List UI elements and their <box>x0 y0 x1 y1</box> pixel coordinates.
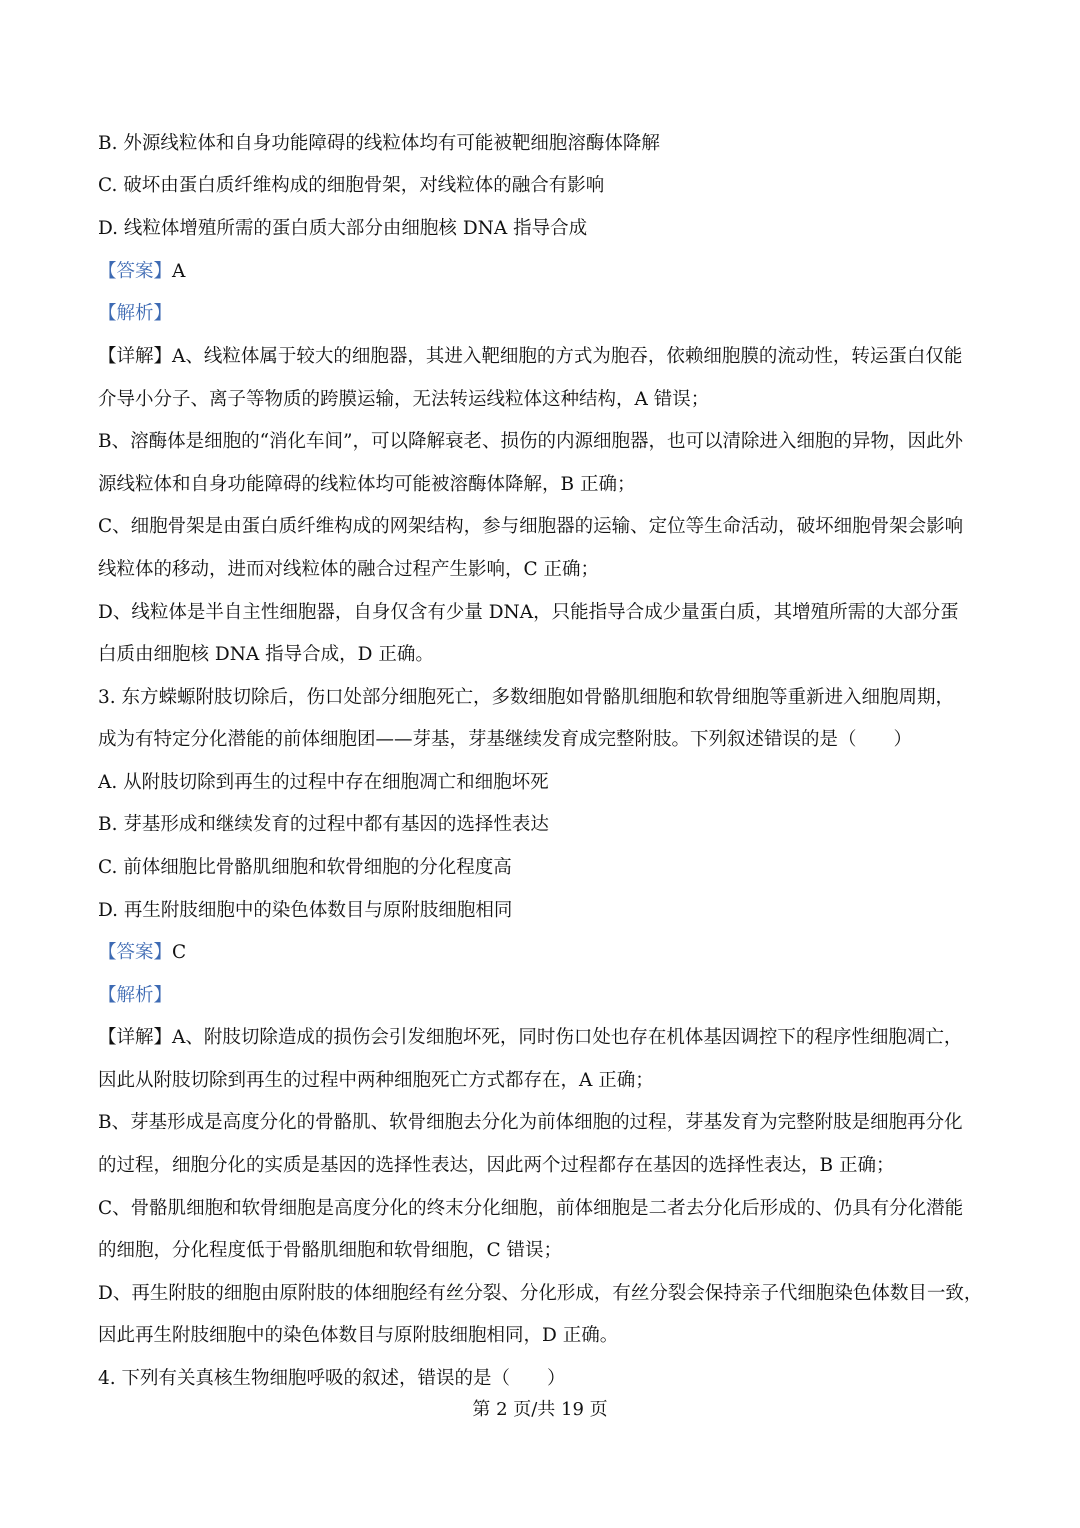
question-3-stem: 3. 东方蝾螈附肢切除后，伤口处部分细胞死亡，多数细胞如骨骼肌细胞和软骨细胞等重新进入细胞周期， <box>98 687 955 708</box>
option-d-q2: D. 线粒体增殖所需的蛋白质大部分由细胞核 DNA 指导合成 <box>98 218 588 239</box>
question-3-stem: 成为有特定分化潜能的前体细胞团——芽基，芽基继续发育成完整附肢。下列叙述错误的是（ ） <box>98 729 913 750</box>
answer-q3 <box>98 940 998 966</box>
detail-line: 因此从附肢切除到再生的过程中两种细胞死亡方式都存在，A 正确； <box>98 1070 654 1091</box>
detail-line: C、细胞骨架是由蛋白质纤维构成的网架结构，参与细胞器的运输、定位等生命活动，破坏细胞骨架会影响 <box>98 516 964 537</box>
answer-tag: 【答案】 <box>98 261 173 282</box>
question-4-stem: 4. 下列有关真核生物细胞呼吸的叙述，错误的是（ ） <box>98 1368 566 1389</box>
detail-line: 的细胞，分化程度低于骨骼肌细胞和软骨细胞，C 错误； <box>98 1240 563 1261</box>
detail-line: 【详解】A、线粒体属于较大的细胞器，其进入靶细胞的方式为胞吞，依赖细胞膜的流动性，转运蛋白仅能 <box>98 346 963 367</box>
detail-line: D、再生附肢的细胞由原附肢的体细胞经有丝分裂、分化形成，有丝分裂会保持亲子代细胞染色体数目一致， <box>98 1283 983 1304</box>
detail-line: 线粒体的移动，进而对线粒体的融合过程产生影响，C 正确； <box>98 559 600 580</box>
detail-line: 的过程，细胞分化的实质是基因的选择性表达，因此两个过程都存在基因的选择性表达，B 正确； <box>98 1155 895 1176</box>
detail-line: 白质由细胞核 DNA 指导合成，D 正确。 <box>98 644 434 665</box>
answer-tag: 【答案】 <box>98 942 173 963</box>
detail-line: D、线粒体是半自主性细胞器，自身仅含有少量 DNA，只能指导合成少量蛋白质，其增殖所需的大部分蛋 <box>98 602 959 623</box>
option-c-q3: C. 前体细胞比骨骼肌细胞和软骨细胞的分化程度高 <box>98 857 512 878</box>
detail-line: 介导小分子、离子等物质的跨膜运输，无法转运线粒体这种结构，A 错误； <box>98 389 710 410</box>
answer-q2 <box>98 259 998 285</box>
detail-line: 【详解】A、附肢切除造成的损伤会引发细胞坏死，同时伤口处也存在机体基因调控下的程序性细胞凋亡， <box>98 1027 963 1048</box>
detail-line: 因此再生附肢细胞中的染色体数目与原附肢细胞相同，D 正确。 <box>98 1325 619 1346</box>
analysis-tag: 【解析】 <box>98 303 173 324</box>
detail-line: 源线粒体和自身功能障碍的线粒体均可能被溶酶体降解，B 正确； <box>98 474 636 495</box>
detail-line: B、芽基形成是高度分化的骨骼肌、软骨细胞去分化为前体细胞的过程，芽基发育为完整附肢是细胞再分化 <box>98 1112 963 1133</box>
detail-line: B、溶酶体是细胞的“消化车间”，可以降解衰老、损伤的内源细胞器，也可以清除进入细胞的异物，因此外 <box>98 431 964 452</box>
option-b-q3: B. 芽基形成和继续发育的过程中都有基因的选择性表达 <box>98 814 549 835</box>
detail-line: C、骨骼肌细胞和软骨细胞是高度分化的终末分化细胞，前体细胞是二者去分化后形成的、仍具有分化潜能 <box>98 1198 964 1219</box>
option-d-q3: D. 再生附肢细胞中的染色体数目与原附肢细胞相同 <box>98 900 513 921</box>
analysis-q3 <box>98 983 998 1009</box>
option-a-q3: A. 从附肢切除到再生的过程中存在细胞凋亡和细胞坏死 <box>98 772 549 793</box>
analysis-tag: 【解析】 <box>98 985 173 1006</box>
answer-value: C <box>172 942 187 963</box>
analysis-q2 <box>98 301 998 327</box>
option-c-q2: C. 破坏由蛋白质纤维构成的细胞骨架，对线粒体的融合有影响 <box>98 175 605 196</box>
option-b-q2: B. 外源线粒体和自身功能障碍的线粒体均有可能被靶细胞溶酶体降解 <box>98 133 660 154</box>
page-footer: 第 2 页/共 19 页 <box>472 1399 608 1420</box>
answer-value: A <box>172 261 186 282</box>
